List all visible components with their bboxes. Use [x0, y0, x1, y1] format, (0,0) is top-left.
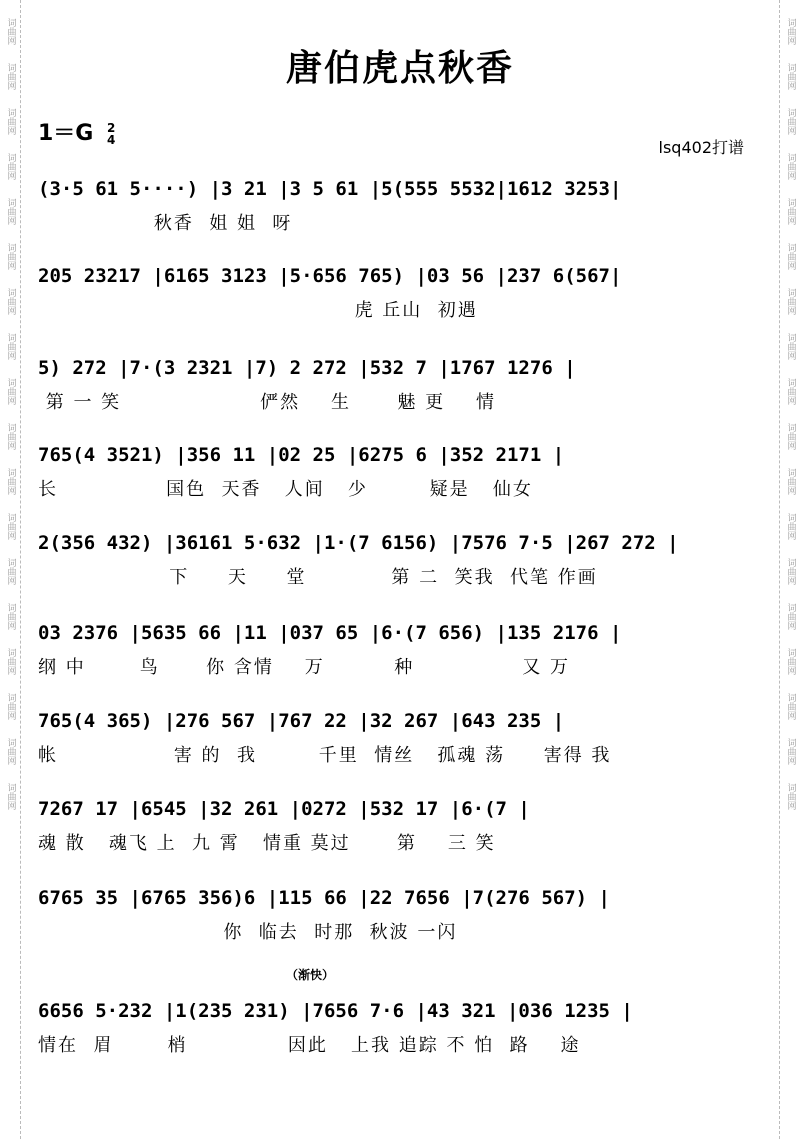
score-line — [38, 530, 760, 590]
watermark-text: 词曲网 — [785, 243, 796, 270]
watermark-text: 词曲网 — [5, 288, 16, 315]
notation-row: 765(4 365) |276 567 |767 22 |32 267 |643 235 | — [38, 710, 565, 732]
watermark-text: 词曲网 — [785, 378, 796, 405]
watermark-text: 词曲网 — [5, 198, 16, 225]
watermark-text: 词曲网 — [5, 423, 16, 450]
lyrics-row: 纲 中 鸟 你 含情 万 种 又 万 — [38, 657, 571, 678]
watermark-text: 词曲网 — [5, 648, 16, 675]
watermark-text: 词曲网 — [5, 153, 16, 180]
lyrics-row: 第 一 笑 俨然 生 魅 更 情 — [38, 392, 496, 413]
watermark-text: 词曲网 — [5, 603, 16, 630]
watermark-text: 词曲网 — [785, 333, 796, 360]
watermark-text: 词曲网 — [5, 738, 16, 765]
watermark-text: 词曲网 — [785, 603, 796, 630]
watermark-text: 词曲网 — [5, 18, 16, 45]
watermark-text: 词曲网 — [785, 288, 796, 315]
watermark-text: 词曲网 — [785, 423, 796, 450]
lyrics-row: 你 临去 时那 秋波 一闪 — [38, 922, 458, 943]
watermark-text: 词曲网 — [5, 243, 16, 270]
right-watermark-strip — [779, 0, 800, 1139]
lyrics-row: 情在 眉 梢 因此 上我 追踪 不 怕 路 途 — [38, 1035, 581, 1056]
song-title: 唐伯虎点秋香 — [285, 47, 514, 89]
notation-row: 6765 35 |6765 356)6 |115 66 |22 7656 |7(276 567) | — [38, 887, 610, 909]
watermark-text: 词曲网 — [5, 468, 16, 495]
lyrics-row: 虎 丘山 初遇 — [38, 300, 478, 321]
watermark-text: 词曲网 — [785, 648, 796, 675]
watermark-text: 词曲网 — [785, 558, 796, 585]
watermark-text: 词曲网 — [5, 63, 16, 90]
watermark-text: 词曲网 — [5, 378, 16, 405]
key-signature — [38, 116, 115, 147]
score-line — [38, 885, 760, 945]
lyrics-row: 长 国色 天香 人间 少 疑是 仙女 — [38, 479, 533, 500]
score-line — [38, 620, 760, 680]
score-line — [38, 998, 760, 1058]
watermark-text: 词曲网 — [785, 513, 796, 540]
watermark-text: 词曲网 — [785, 153, 796, 180]
watermark-text: 词曲网 — [785, 63, 796, 90]
score-line — [38, 355, 760, 415]
tempo-marking: （渐快） — [286, 968, 335, 982]
watermark-text: 词曲网 — [785, 693, 796, 720]
key-text: 1＝G — [38, 121, 94, 146]
time-signature-top: 2 — [107, 121, 116, 135]
watermark-text: 词曲网 — [5, 108, 16, 135]
score-line — [38, 708, 760, 768]
transcriber-credit: lsq402打谱 — [658, 138, 744, 157]
lyrics-row: 下 天 堂 第 二 笑我 代笔 作画 — [38, 567, 598, 588]
lyrics-row: 帐 害 的 我 千里 情丝 孤魂 荡 害得 我 — [38, 745, 612, 766]
lyrics-row: 秋香 姐 姐 呀 — [38, 213, 293, 234]
watermark-text: 词曲网 — [785, 108, 796, 135]
left-watermark-strip — [0, 0, 21, 1139]
watermark-text: 词曲网 — [785, 783, 796, 810]
notation-row: 5) 272 |7·(3 2321 |7) 2 272 |532 7 |1767 1276 | — [38, 357, 576, 379]
notation-row: 6656 5·232 |1(235 231) |7656 7·6 |43 321 |036 1235 | — [38, 1000, 633, 1022]
notation-row: 2(356 432) |36161 5·632 |1·(7 6156) |7576 7·5 |267 272 | — [38, 532, 679, 554]
score-line — [38, 176, 760, 236]
time-signature-bottom: 4 — [107, 133, 116, 147]
notation-row: 7267 17 |6545 |32 261 |0272 |532 17 |6·(7 | — [38, 798, 530, 820]
watermark-text: 词曲网 — [5, 783, 16, 810]
score-line — [38, 263, 760, 323]
watermark-text: 词曲网 — [785, 468, 796, 495]
watermark-text: 词曲网 — [5, 558, 16, 585]
score-line — [38, 442, 760, 502]
lyrics-row: 魂 散 魂飞 上 九 霄 情重 莫过 第 三 笑 — [38, 833, 496, 854]
time-signature — [107, 122, 115, 146]
score-line — [38, 796, 760, 856]
notation-row: 205 23217 |6165 3123 |5·656 765) |03 56 |237 6(567| — [38, 265, 622, 287]
notation-row: 765(4 3521) |356 11 |02 25 |6275 6 |352 2171 | — [38, 444, 565, 466]
watermark-text: 词曲网 — [5, 333, 16, 360]
watermark-text: 词曲网 — [5, 693, 16, 720]
watermark-text: 词曲网 — [785, 18, 796, 45]
notation-row: 03 2376 |5635 66 |11 |037 65 |6·(7 656) |135 2176 | — [38, 622, 622, 644]
watermark-text: 词曲网 — [785, 738, 796, 765]
watermark-text: 词曲网 — [5, 513, 16, 540]
notation-row: (3·5 61 5····) |3 21 |3 5 61 |5(555 5532|1612 3253| — [38, 178, 622, 200]
watermark-text: 词曲网 — [785, 198, 796, 225]
